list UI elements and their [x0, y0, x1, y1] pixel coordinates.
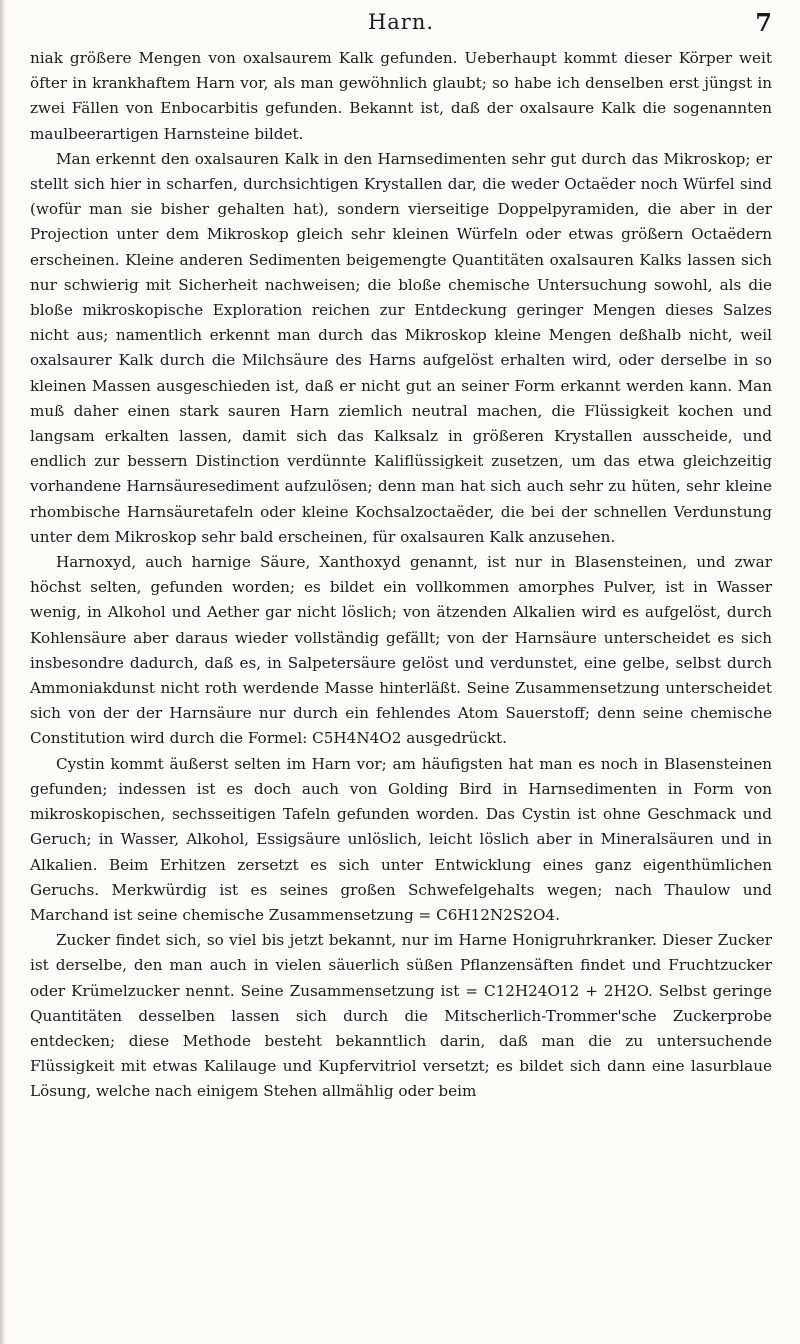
page-gutter-shadow	[0, 0, 6, 1344]
paragraph-oxalate-detection: Man erkennt den oxalsauren Kalk in den Harnsedimenten sehr gut durch das Mikroskop; er stellt sich hier in scharfen, durchsichtigen Krystallen dar, die weder Octaëder noch Würfel sind (wofür man sie bisher gehalten hat), sondern vierseitige Doppelpyramiden, die aber in der Projection unter dem Mikroskop gleich sehr kleinen Würfeln oder etwas größern Octaëdern erscheinen. Kleine anderen Sedimenten beigemengte Quantitäten oxalsauren Kalks lassen sich nur schwierig mit Sicherheit nachweisen; die bloße chemische Untersuchung sowohl, als die bloße mikroskopische Exploration reichen zur Entdeckung geringer Mengen dieses Salzes nicht aus; namentlich erkennt man durch das Mikroskop kleine Mengen deßhalb nicht, weil oxalsaurer Kalk durch die Milchsäure des Harns aufgelöst erhalten wird, oder derselbe in so kleinen Massen ausgeschieden ist, daß er nicht gut an seiner Form erkannt werden kann. Man muß daher einen stark sauren Harn ziemlich neutral machen, die Flüssigkeit kochen und langsam erkalten lassen, damit sich das Kalksalz in größeren Krystallen ausscheide, und endlich zur bessern Distinction verdünnte Kaliflüssigkeit zusetzen, um das etwa gleichzeitig vorhandene Harnsäuresediment aufzulösen; denn man hat sich auch sehr zu hüten, sehr kleine rhombische Harnsäuretafeln oder kleine Kochsalzoctaëder, die bei der schnellen Verdunstung unter dem Mikroskop sehr bald erscheinen, für oxalsauren Kalk anzusehen.	[30, 149, 772, 546]
body-text	[30, 46, 772, 1105]
paragraph-oxalate-intro: niak größere Mengen von oxalsaurem Kalk gefunden. Ueberhaupt kommt dieser Körper weit öfter in krankhaftem Harn vor, als man gewöhnlich glaubt; so habe ich denselben erst jüngst in zwei Fällen von Enbocarbitis gefunden. Bekannt ist, daß der oxalsaure Kalk die sogenannten maulbeerartigen Harnsteine bildet.	[30, 49, 772, 143]
paragraph-cystin: Cystin kommt äußerst selten im Harn vor; am häufigsten hat man es noch in Blasensteinen gefunden; indessen ist es doch auch von Golding Bird in Harnsedimenten in Form von mikroskopischen, sechsseitigen Tafeln gefunden worden. Das Cystin ist ohne Geschmack und Geruch; in Wasser, Alkohol, Essigsäure unlöslich, leicht löslich aber in Mineralsäuren und in Alkalien. Beim Erhitzen zersetzt es sich unter Entwicklung eines ganz eigenthümlichen Geruchs. Merkwürdig ist es seines großen Schwefelgehalts wegen; nach Thaulow und Marchand ist seine chemische Zusammensetzung = C6H12N2S2O4.	[30, 754, 772, 924]
page-header	[30, 8, 772, 40]
paragraph-harnoxyd: Harnoxyd, auch harnige Säure, Xanthoxyd genannt, ist nur in Blasensteinen, und zwar höchst selten, gefunden worden; es bildet ein vollkommen amorphes Pulver, ist in Wasser wenig, in Alkohol und Aether gar nicht löslich; von ätzenden Alkalien wird es aufgelöst, durch Kohlensäure aber daraus wieder vollständig gefällt; von der Harnsäure unterscheidet es sich insbesondre dadurch, daß es, in Salpetersäure gelöst und verdunstet, eine gelbe, selbst durch Ammoniakdunst nicht roth werdende Masse hinterläßt. Seine Zusammensetzung unterscheidet sich von der der Harnsäure nur durch ein fehlendes Atom Sauerstoff; denn seine chemische Constitution wird durch die Formel: C5H4N4O2 ausgedrückt.	[30, 553, 772, 748]
page-number: 7	[755, 8, 772, 37]
running-head: Harn.	[367, 10, 435, 34]
paragraph-zucker: Zucker findet sich, so viel bis jetzt bekannt, nur im Harne Honigruhrkranker. Dieser Zucker ist derselbe, den man auch in vielen säuerlich süßen Pflanzensäften findet und Fruchtzucker oder Krümelzucker nennt. Seine Zusammensetzung ist = C12H24O12 + 2H2O. Selbst geringe Quantitäten desselben lassen sich durch die Mitscherlich-Trommer'sche Zuckerprobe entdecken; diese Methode besteht bekanntlich darin, daß man die zu untersuchende Flüssigkeit mit etwas Kalilauge und Kupfervitriol versetzt; es bildet sich dann eine lasurblaue Lösung, welche nach einigem Stehen allmählig oder beim	[30, 931, 772, 1101]
